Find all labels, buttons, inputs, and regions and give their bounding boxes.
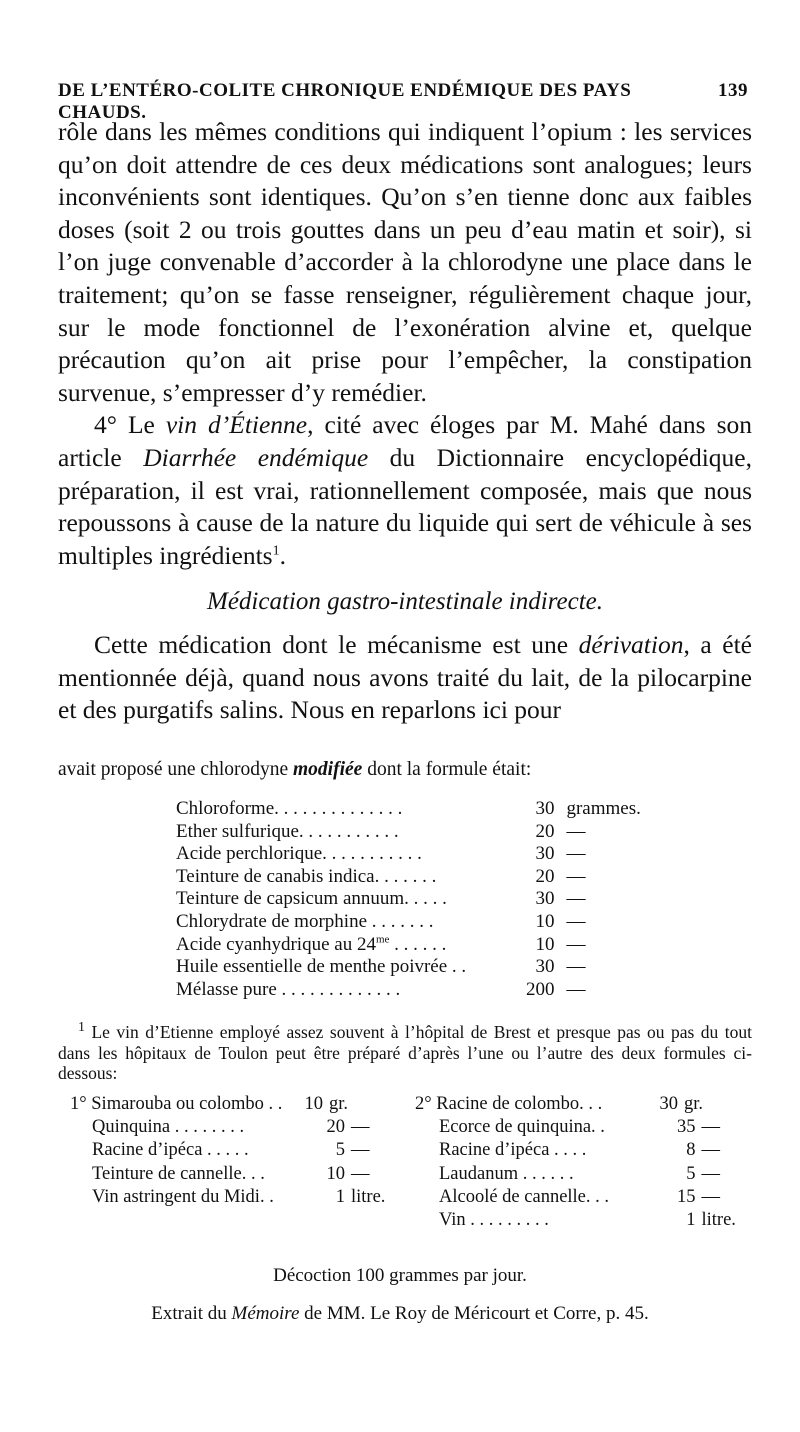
- ingredient-quantity: 10: [535, 933, 555, 955]
- ingredient-unit: —: [566, 956, 586, 978]
- footnote: [58, 1022, 752, 1084]
- recipe-qty: 10: [326, 1163, 345, 1184]
- small-emphasis: modifiée: [293, 759, 363, 780]
- recipe-2: [415, 1093, 760, 1232]
- ingredient-name: Chlorydrate de morphine . . . . . . .: [176, 910, 434, 932]
- p3-emphasis: dérivation: [578, 629, 684, 659]
- recipe-qty: 5: [686, 1163, 696, 1184]
- p2-text: 4° Le: [94, 410, 166, 440]
- recipe-qty: 8: [686, 1140, 696, 1161]
- ingredient-name: Teinture de canabis indica. . . . . . .: [176, 865, 437, 887]
- recipe-unit: —: [701, 1163, 720, 1184]
- ingredient-quantity: 30: [535, 888, 555, 910]
- p3-text: , a été mentionnée déjà, quand nous avons traité du lait, de la pilocarpine et des purgatifs salins. Nous en reparlons ici pour: [58, 629, 752, 725]
- recipes: [70, 1093, 760, 1232]
- formula-row: [176, 934, 676, 957]
- ingredient-name: Acide perchlorique. . . . . . . . . . .: [176, 843, 422, 865]
- ingredient-unit: —: [566, 933, 586, 955]
- recipe-unit: —: [351, 1117, 370, 1138]
- recipe-name: Ecorce de quinquina. .: [439, 1117, 605, 1138]
- formula-row: [176, 979, 676, 1002]
- ingredient-unit: —: [566, 888, 586, 910]
- ingredient-quantity: 30: [535, 798, 555, 819]
- ingredient-quantity: 10: [535, 910, 555, 932]
- recipe-row: [415, 1093, 760, 1116]
- ingredient-name: Teinture de capsicum annuum. . . . .: [176, 888, 447, 910]
- recipe-row: [415, 1116, 760, 1139]
- recipe-qty: 5: [335, 1140, 345, 1161]
- ingredient-unit: grammes.: [566, 798, 641, 819]
- ingredient-unit: —: [566, 865, 586, 887]
- paragraph-1: rôle dans les mêmes conditions qui indiquent l’opium : les services qu’on doit attendre de ces deux médications sont analogues; leurs inconvénients sont identiques. Qu’on s’en tienne donc aux faibles doses (soit 2 ou trois gouttes dans un peu d’eau matin et soir), si l’on juge convenable d’accorder à la chlorodyne une place dans le traitement; qu’on se fasse renseigner, régulièrement chaque jour, sur le mode fonctionnel de l’exonération alvine et, quelque précaution qu’on ait prise pour l’empêcher, la constipation survenue, s’empresser d’y remédier.: [58, 117, 752, 407]
- recipe-1: [70, 1093, 415, 1232]
- ingredient-name: Chloroforme. . . . . . . . . . . . . .: [176, 798, 403, 819]
- paragraph-3: [58, 629, 752, 727]
- recipe-unit: gr.: [329, 1094, 349, 1114]
- ingredient-quantity: 20: [535, 865, 555, 887]
- paragraph-2: [58, 409, 752, 572]
- ingredient-name: Mélasse pure . . . . . . . . . . . . .: [176, 978, 401, 1000]
- formula-row: [176, 843, 676, 866]
- recipe-row: [415, 1163, 760, 1186]
- ingredient-quantity: 20: [535, 820, 555, 842]
- small-print-continuation: [58, 757, 752, 783]
- recipe-name: Quinquina . . . . . . . .: [92, 1117, 245, 1138]
- ingredient-quantity: 200: [525, 978, 555, 1000]
- p3-text: Cette médication dont le mécanisme est une: [94, 629, 579, 659]
- recipe-name: Vin . . . . . . . . .: [439, 1210, 549, 1231]
- ingredient-quantity: 30: [535, 843, 555, 865]
- recipe-row: [70, 1163, 415, 1186]
- citation-title: Mémoire: [231, 1303, 300, 1324]
- recipe-name: Racine d’ipéca . . . . .: [92, 1140, 249, 1161]
- recipe-row: [415, 1139, 760, 1162]
- formula-row: [176, 956, 676, 979]
- ingredient-name: Huile essentielle de menthe poivrée . .: [176, 956, 467, 978]
- small-text: dont la formule était:: [362, 759, 532, 780]
- p2-title-vin: vin d’Étienne: [165, 410, 308, 440]
- recipe-row: [415, 1209, 760, 1232]
- p2-text: du Dictionnaire encyclopédique, préparation, il est vrai, rationnellement composée, mais que nous repoussons à cause de la nature du liquide qui sert de véhicule à ses multiples ingrédients: [58, 442, 753, 570]
- ingredient-name: Acide cyanhydrique au $24^{me}$ . . . . . .: [176, 933, 447, 955]
- recipe-name: Teinture de cannelle. . .: [92, 1163, 265, 1184]
- recipe-unit: —: [701, 1186, 720, 1207]
- ingredient-unit: —: [566, 843, 586, 865]
- formula-row: [176, 888, 676, 911]
- source-citation: [0, 1303, 800, 1325]
- page-number: 139: [718, 80, 748, 101]
- recipe-qty: 1: [686, 1210, 696, 1231]
- recipe-unit: gr.: [684, 1094, 704, 1114]
- recipe-row: [415, 1186, 760, 1209]
- citation-text: Extrait du: [151, 1303, 232, 1324]
- p2-text: .: [279, 540, 286, 570]
- small-text: avait proposé une chlorodyne: [58, 759, 294, 780]
- ingredient-unit: —: [566, 910, 586, 932]
- citation-text: de MM. Le Roy de Méricourt et Corre, p. 45.: [299, 1303, 649, 1324]
- recipe-name: 1° Simarouba ou colombo . .: [70, 1094, 283, 1114]
- recipe-row: [70, 1093, 415, 1116]
- recipe-name: 2° Racine de colombo. . .: [415, 1094, 603, 1114]
- footnote-mark: 1: [78, 1020, 85, 1036]
- decoction-note: Décoction 100 grammes par jour.: [273, 1265, 527, 1286]
- recipe-qty: 1: [335, 1186, 345, 1207]
- recipe-name: Alcoolé de cannelle. . .: [439, 1186, 610, 1207]
- recipe-name: Racine d’ipéca . . . .: [439, 1140, 587, 1161]
- formula-row: [176, 911, 676, 934]
- ingredient-unit: —: [566, 978, 586, 1000]
- recipe-row: [70, 1116, 415, 1139]
- recipe-qty: 10: [304, 1094, 323, 1114]
- chlorodyne-formula-table: [176, 798, 676, 1001]
- recipe-unit: —: [701, 1140, 720, 1161]
- footnote-text: Le vin d’Etienne employé assez souvent à l’hôpital de Brest et presque pas ou pas du tout dans les hôpitaux de Toulon peut être préparé d’après l’une ou l’autre des deux formules ci-dessous:: [58, 1022, 752, 1083]
- recipe-unit: litre.: [351, 1186, 386, 1207]
- p2-article-title: Diarrhée endémique: [143, 442, 369, 472]
- recipe-row: [70, 1139, 415, 1162]
- recipe-qty: 35: [676, 1117, 696, 1138]
- ingredient-unit: —: [566, 820, 586, 842]
- ingredient-quantity: 30: [535, 956, 555, 978]
- recipe-row: [70, 1186, 415, 1209]
- recipe-unit: litre.: [701, 1210, 736, 1231]
- ingredient-name: Ether sulfurique. . . . . . . . . . .: [176, 820, 399, 842]
- formula-row: [176, 798, 676, 821]
- recipe-name: Vin astringent du Midi. .: [92, 1186, 274, 1207]
- recipe-unit: —: [351, 1140, 370, 1161]
- formula-row: [176, 821, 676, 844]
- formula-row: [176, 866, 676, 889]
- recipe-unit: —: [351, 1163, 370, 1184]
- recipe-qty: 30: [659, 1094, 678, 1114]
- footnote-marker: 1: [272, 543, 280, 559]
- recipe-qty: 20: [326, 1117, 345, 1138]
- recipe-qty: 15: [676, 1186, 696, 1207]
- p2-text: , cité avec éloges par M. Mahé dans son article: [58, 410, 752, 472]
- recipe-unit: —: [701, 1117, 720, 1138]
- section-heading: Médication gastro-intestinale indirecte.: [207, 588, 603, 616]
- recipe-name: Laudanum . . . . . .: [439, 1163, 574, 1184]
- running-title: DE L’ENTÉRO-COLITE CHRONIQUE ENDÉMIQUE DES PAYS CHAUDS.: [58, 80, 632, 123]
- main-text: [58, 116, 752, 727]
